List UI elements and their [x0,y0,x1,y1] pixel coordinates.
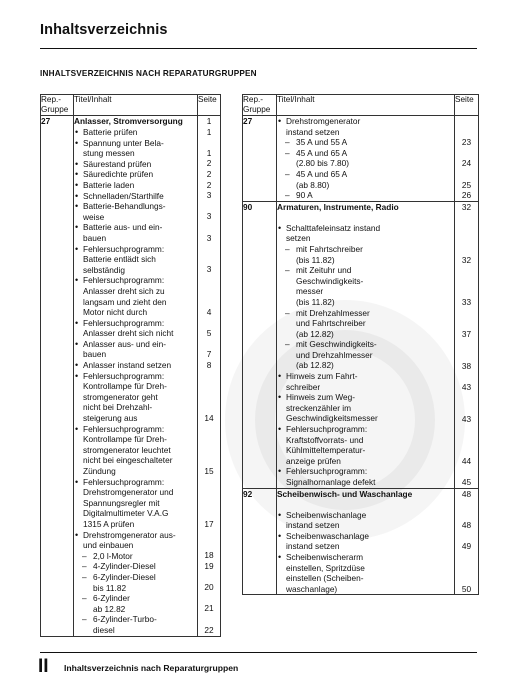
toc-table-right [242,94,479,595]
section-heading: INHALTSVERZEICHNIS NACH REPARATURGRUPPEN [40,69,257,78]
entry-line: schreiber [286,381,321,392]
group-number: 90 [243,201,277,488]
entry-line: instand setzen [286,520,340,531]
entry-line: • Fehlersuchprogramm: [286,466,368,477]
entry-page-slot [198,423,220,476]
entry-line: bauen [83,349,107,360]
entry [277,223,454,244]
entry-page-slot [455,308,478,340]
entry-line: (ab 12.82) [296,328,334,339]
entry-line: setzen [286,233,311,244]
entry [74,339,197,360]
entry-line: weise [83,211,105,222]
entry-line: anzeige prüfen [286,455,341,466]
page-title: Inhaltsverzeichnis [40,22,168,38]
footer-page-number: II [38,656,49,677]
table-row [243,488,479,595]
entry [74,169,197,180]
entry-page-number: 50 [461,583,472,594]
sub-entry [277,190,454,201]
entry-line: • Hinweis zum Fahrt- [286,371,358,382]
entry-line: (ab 8.80) [296,179,330,190]
entry-page-slot [198,180,220,191]
entry [74,201,197,222]
entry-page-number: 43 [461,413,472,424]
entry-line: bauen [83,232,107,243]
entry-page-slot [198,201,220,222]
entry-page-slot [198,370,220,423]
entry-page-slot [198,222,220,243]
entry-line: messer [296,286,324,297]
entry [277,371,454,392]
entry-page-number: 21 [204,603,214,614]
entry-page-slot [198,127,220,138]
entry-page-number: 7 [206,349,212,360]
entry-page-slot [198,593,220,614]
entry-line: – mit Fahrtschreiber [296,243,363,254]
entry-line: – 90 A [296,190,313,201]
table-row [243,116,479,202]
entry [74,371,197,424]
entry-page-slot [198,614,220,635]
entry-page-slot [198,339,220,360]
section-page: 32 [461,201,472,212]
entry-line: – 35 A und 55 A [296,137,348,148]
entry-page-slot [455,392,478,424]
top-rule [40,48,477,49]
entries-cell [277,201,455,488]
entry-line: instand setzen [286,541,340,552]
entry-page-number: 24 [461,158,472,169]
entry [74,318,197,339]
entry-line: • Anlasser aus- und ein- [83,338,167,349]
group-number: 92 [243,488,277,595]
entry-line: (2.80 bis 7.80) [296,158,350,169]
entry-line: und einbauen [83,540,134,551]
entry-line: – mit Geschwindigkeits- [296,339,377,350]
entry-line: – 45 A und 65 A [296,147,348,158]
entry-line: Batterie entlädt sich [83,254,156,265]
entry-line: – 6-Zylinder-Diesel [93,571,156,582]
sub-entry [277,308,454,340]
entry-page-number: 49 [461,541,472,552]
entry-line: – 45 A und 65 A [296,168,348,179]
sub-entry [277,265,454,307]
entry-page-slot [198,360,220,371]
entry-page-number: 43 [461,381,472,392]
entry-page-number: 3 [206,190,212,201]
entry-line: selbständig [83,264,125,275]
entry-line: • Fehlersuchprogramm: [83,275,165,286]
entry-page-slot [198,275,220,317]
entries-cell [277,488,455,595]
entry-page-slot [455,371,478,392]
page-list [455,510,478,595]
footer-text: Inhaltsverzeichnis nach Reparaturgruppen [64,663,239,673]
entry [74,275,197,317]
section-title: Anlasser, Stromversorgung [74,116,183,126]
entry-page-slot [198,137,220,158]
entry-page-number: 23 [461,137,472,148]
entry-page-slot [455,265,478,307]
entry-page-number: 22 [204,624,214,635]
group-number: 27 [243,116,277,202]
header-group: Rep.-Gruppe [243,95,277,116]
entry-line: Spannungsregler mit [83,497,160,508]
entry-page-number: 14 [204,412,214,423]
entry-line: • Scheibenwischanlage [286,509,367,520]
entry-page-slot [198,476,220,529]
entry [74,191,197,202]
entry-line: • Säuredichte prüfen [83,169,154,180]
sub-entry [277,244,454,265]
entry-line: • Batterie prüfen [83,127,138,137]
header-page: Seite [455,95,479,116]
entry-page-number: 48 [461,520,472,531]
entry-page-slot [455,552,478,594]
entry-line: Zündung [83,466,116,476]
entry [277,466,454,487]
entry-line: Kontrollampe für Dreh- [83,434,167,445]
entry-line: • Hinweis zum Weg- [286,392,356,403]
pages-cell [455,201,479,488]
entry-list [277,223,454,488]
page-list [455,223,478,488]
entry-line: Anlasser dreht sich nicht [83,328,174,339]
entry-line: stromgenerator leuchtet [83,444,171,455]
entry [74,477,197,530]
entry [74,222,197,243]
entry-line: (bis 11.82) [296,254,335,265]
entry-line: waschanlage) [286,583,338,594]
table-header-row [243,95,479,116]
entry-line: und Drehzahlmesser [296,349,373,360]
entry-page-number: 8 [206,359,212,370]
sub-entry [277,137,454,148]
entry [277,552,454,594]
entry-page-slot [198,158,220,169]
entry-page-number: 3 [206,264,212,275]
entry [74,244,197,276]
entry-line: • Anlasser instand setzen [83,360,172,371]
entry-line: – 6-Zylinder-Turbo- [93,614,157,625]
entry-page-number: 1 [206,147,212,158]
entry [74,530,197,551]
entry-page-number: 37 [461,328,472,339]
entry-line: • Batterie laden [83,179,135,190]
pages-cell [455,116,479,202]
entries-cell [277,116,455,202]
entry-line: 1315 A prüfen [83,518,135,529]
entry-page-slot [455,190,478,201]
entry-page-number: 18 [204,550,214,561]
entry-line: ab 12.82 [93,603,126,614]
entry-page-slot [455,339,478,371]
header-page: Seite [198,95,221,116]
entry-page-number: 33 [461,296,472,307]
entry [74,127,197,138]
entry-line: langsam und zieht den [83,296,167,307]
entry-line: • Fehlersuchprogramm: [83,423,165,434]
entry-line: diesel [93,624,115,635]
entry-list [277,116,454,201]
entry-line: Kühlmitteltemperatur- [286,445,366,456]
entry-line: – 2,0 l-Motor [93,550,133,561]
entry-page-slot [455,531,478,552]
section-page: 1 [206,116,212,126]
entry-page-slot [455,466,478,487]
entry [74,424,197,477]
entry-line: Signalhornanlage defekt [286,477,376,487]
header-title: Titel/Inhalt [277,95,455,116]
entry-page-slot [455,510,478,531]
entry-page-slot [455,244,478,265]
page-list [198,127,220,636]
header-group: Rep.-Gruppe [41,95,74,116]
entry-page-number: 3 [206,232,212,243]
section-page: 48 [461,488,472,499]
entry-page-number: 20 [204,582,214,593]
entry-page-slot [455,424,478,466]
header-title: Titel/Inhalt [74,95,198,116]
entry-line: bis 11.82 [93,582,127,593]
entry [277,116,454,137]
entry-page-slot [198,243,220,275]
table-header-row [41,95,221,116]
entry-line: instand setzen [286,126,340,137]
entry-line: • Schalttafeleinsatz instand [286,222,381,233]
entry-page-number: 2 [206,168,212,179]
entry-line: Digitalmultimeter V.A.G [83,508,169,519]
entry-line: Kontrollampe für Dreh- [83,381,167,392]
entry-line: – mit Zeituhr und [296,265,352,276]
entry-page-slot [455,148,478,169]
entry-line: • Säurestand prüfen [83,158,152,169]
entry-line: Motor nicht durch [83,307,148,318]
entry-line: Geschwindigkeits- [296,275,364,286]
table-row [243,201,479,488]
entry-page-number: 45 [461,477,472,488]
page-list [455,116,478,201]
entry [277,510,454,531]
entry-line: • Batterie-Behandlungs- [83,201,166,212]
entry-page-number: 44 [461,455,472,466]
entry-page-number: 3 [206,211,212,222]
entry-line: und Fahrtschreiber [296,318,366,329]
pages-cell [455,488,479,595]
entry-page-number: 32 [461,254,472,265]
sub-entry [74,614,197,635]
entry-page-slot [198,529,220,550]
entry-line: • Spannung unter Bela- [83,137,164,148]
entry-page-number: 4 [206,306,212,317]
entry-line: • Drehstromgenerator aus- [83,529,176,540]
sub-entry [74,593,197,614]
entry-line: Geschwindigkeitsmesser [286,413,378,424]
entry [74,138,197,159]
entry-line: • Schnelladen/Starthilfe [83,190,164,201]
entry-list [277,510,454,595]
entry-line: einstellen, Spritzdüse [286,562,365,573]
entry-page-slot [198,169,220,180]
entry [74,159,197,170]
entry [277,531,454,552]
entry-line: nicht bei Drehzahl- [83,402,153,413]
entry-line: einstellen (Scheiben- [286,573,364,584]
entry-line: nicht bei eingeschalteter [83,455,173,466]
entry-line: • Fehlersuchprogramm: [83,476,165,487]
entry-page-number: 5 [206,327,212,338]
entry-line: Drehstromgenerator und [83,487,174,498]
entry [74,180,197,191]
entries-cell [74,116,198,637]
pages-cell [198,116,221,637]
sub-entry [74,561,197,572]
table-row [41,116,221,637]
entry-page-number: 2 [206,179,212,190]
bottom-rule [40,652,477,653]
entry-line: • Batterie aus- und ein- [83,222,163,233]
entry-page-number: 2 [206,158,212,169]
entry-line: • Fehlersuchprogramm: [83,243,165,254]
entry-page-slot [455,169,478,190]
entry [277,424,454,466]
entry-line: streckenzähler im [286,402,352,413]
section-title: Scheibenwisch- und Waschanlage [277,488,413,499]
entry-line: • Drehstromgenerator [286,116,361,126]
entry-line: – 4-Zylinder-Diesel [93,561,156,572]
entry-line: Anlasser dreht sich zu [83,285,165,296]
group-number: 27 [41,116,74,637]
entry-line: (bis 11.82) [296,296,335,307]
entry-line: steigerung aus [83,413,138,424]
entry-page-number: 26 [461,190,472,201]
sub-entry [277,339,454,371]
section-title: Armaturen, Instrumente, Radio [277,201,399,212]
entry-line: • Scheibenwaschanlage [286,530,370,541]
entry-line: (ab 12.82) [296,360,334,371]
entry-page-number: 15 [204,465,214,476]
sub-entry [74,572,197,593]
sub-entry [277,169,454,190]
entry-page-slot [198,317,220,338]
entry-line: – 6-Zylinder [93,593,130,604]
entry-page-number: 38 [461,360,472,371]
entry-list [74,127,197,636]
entry-page-slot [198,190,220,201]
entry-line: • Fehlersuchprogramm: [83,317,165,328]
entry-page-number: 1 [206,126,212,137]
sub-entry [74,551,197,562]
entry [74,360,197,371]
entry-page-slot [455,137,478,148]
entry-page-slot [198,561,220,572]
entry-page-slot [198,550,220,561]
entry-page-slot [455,116,478,137]
sub-entry [277,148,454,169]
entry-line: Kraftstoffvorrats- und [286,434,364,445]
toc-table-left [40,94,221,637]
entry [277,392,454,424]
entry-page-slot [198,572,220,593]
entry-line: • Fehlersuchprogramm: [83,370,165,381]
entry-line: stung messen [83,148,135,159]
entry-page-slot [455,223,478,244]
entry-line: • Scheibenwischerarm [286,552,364,563]
entry-line: • Fehlersuchprogramm: [286,424,368,435]
entry-page-number: 17 [204,518,214,529]
entry-line: – mit Drehzahlmesser [296,307,370,318]
entry-page-number: 19 [204,561,214,572]
entry-page-number: 25 [461,179,472,190]
entry-line: stromgenerator geht [83,391,158,402]
